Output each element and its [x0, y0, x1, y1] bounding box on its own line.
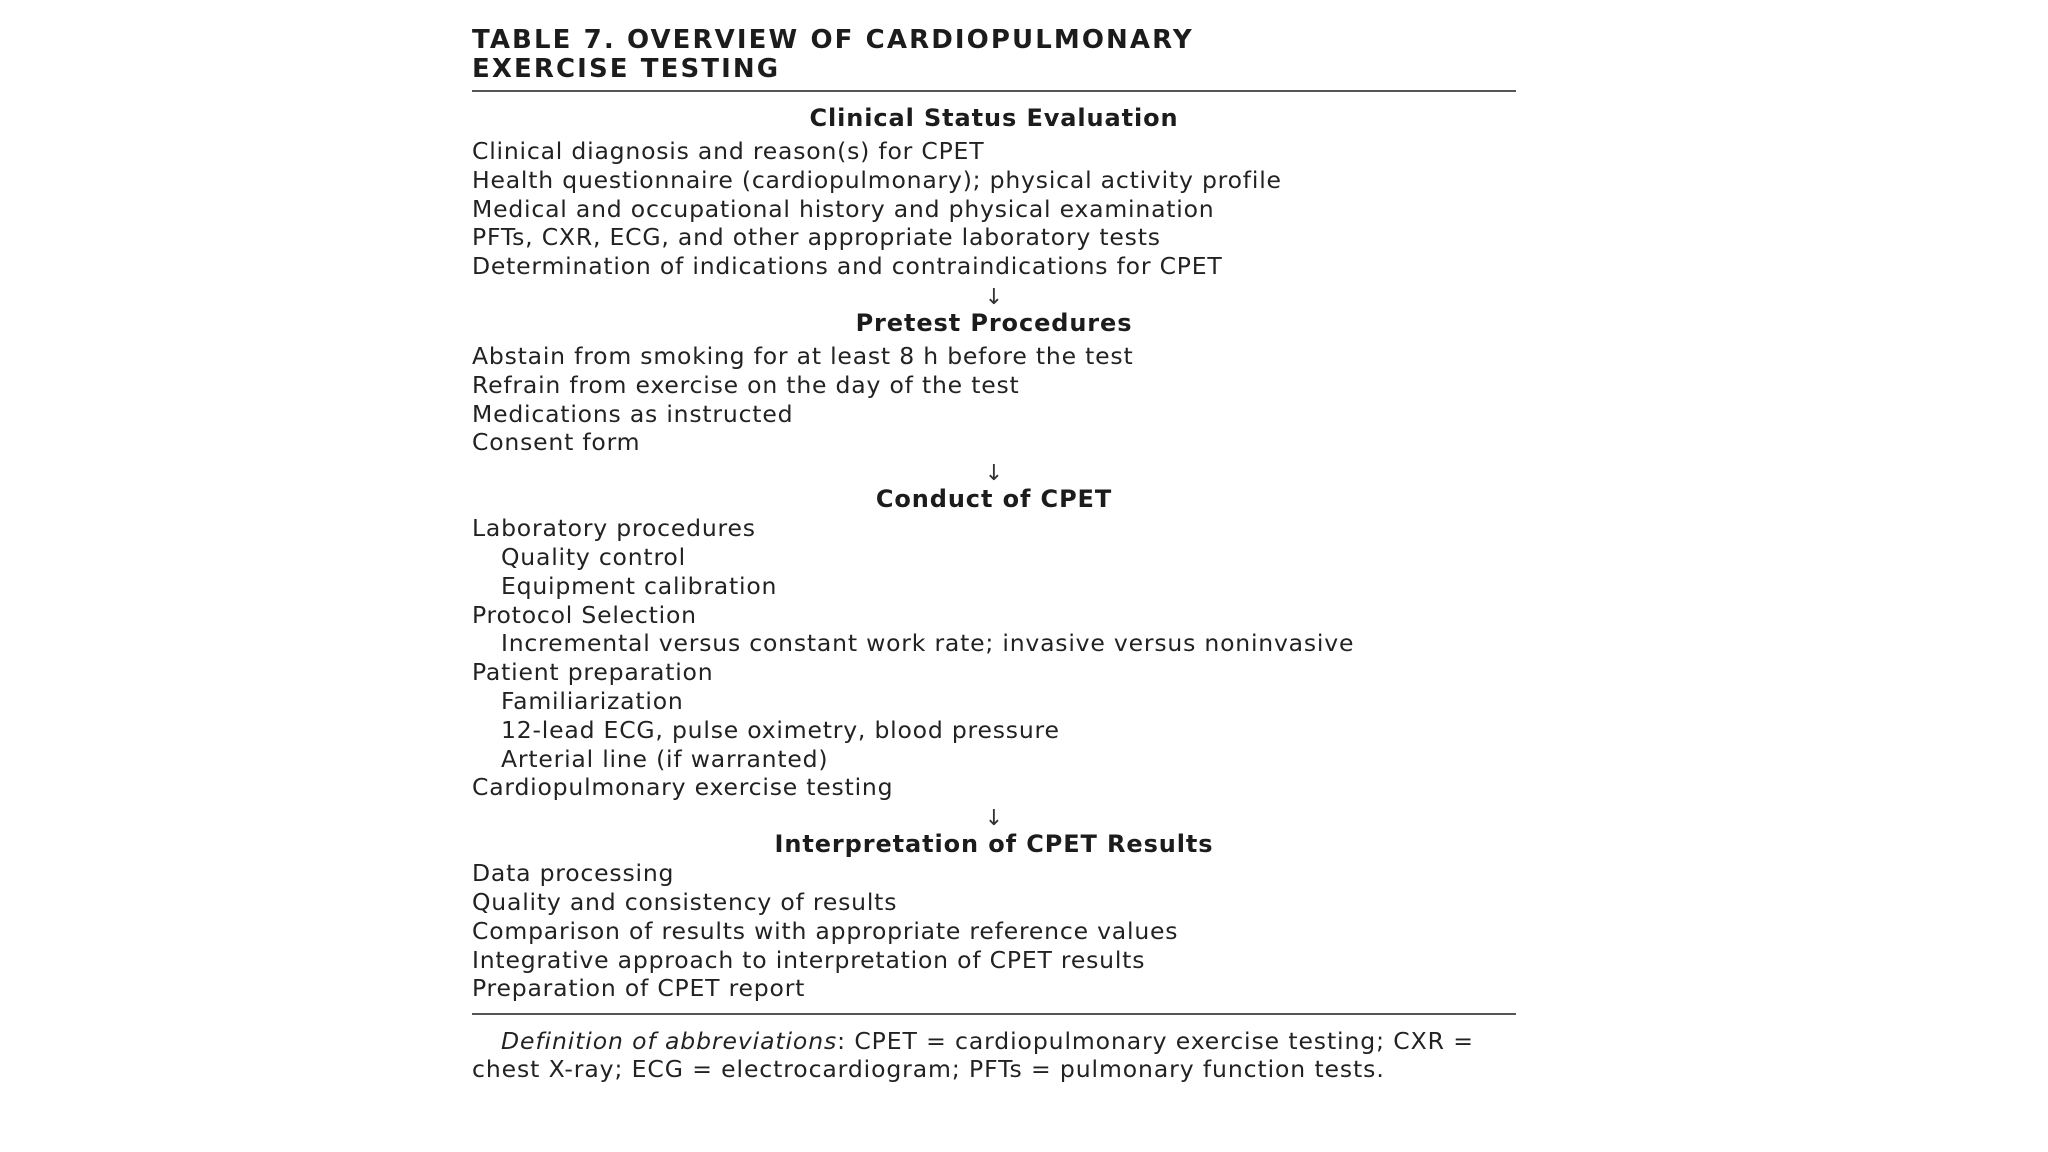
list-item: Determination of indications and contraindications for CPET [472, 252, 1223, 281]
down-arrow-icon: ↓ [984, 806, 1004, 832]
table-title-line-2: EXERCISE TESTING [472, 54, 781, 84]
list-item: Integrative approach to interpretation of CPET results [472, 945, 1146, 974]
list-item: PFTs, CXR, ECG, and other appropriate laboratory tests [472, 223, 1161, 252]
list-item: Quality and consistency of results [472, 887, 898, 916]
list-subitem: Familiarization [501, 686, 684, 715]
list-subitem: Incremental versus constant work rate; invasive versus noninvasive [501, 629, 1355, 658]
footnote-label: Definition of abbreviations [501, 1027, 838, 1056]
section-interpretation-list [472, 859, 1516, 1003]
section-clinical-status-list [472, 137, 1516, 281]
section-heading-conduct: Conduct of CPET [875, 485, 1113, 514]
table-title-line-1: TABLE 7. OVERVIEW OF CARDIOPULMONARY [472, 25, 1194, 55]
footnote-line-2: chest X-ray; ECG = electrocardiogram; PFTs = pulmonary function tests. [472, 1055, 1385, 1084]
footnote-text-1: : CPET = cardiopulmonary exercise testing; CXR = [837, 1027, 1474, 1056]
list-item: Health questionnaire (cardiopulmonary); physical activity profile [472, 165, 1282, 194]
list-subitem: Equipment calibration [501, 571, 778, 600]
list-item: Laboratory procedures [472, 514, 756, 543]
table-title [472, 26, 1516, 84]
section-pretest-list [472, 342, 1516, 457]
top-rule [472, 90, 1516, 92]
bottom-rule [472, 1013, 1516, 1015]
section-heading-interpretation: Interpretation of CPET Results [774, 830, 1214, 859]
list-item: Refrain from exercise on the day of the test [472, 370, 1020, 399]
down-arrow-icon: ↓ [984, 461, 1004, 487]
list-item: Cardiopulmonary exercise testing [472, 773, 894, 802]
list-subitem: 12-lead ECG, pulse oximetry, blood pressure [501, 715, 1060, 744]
list-subitem: Quality control [501, 542, 686, 571]
list-item: Protocol Selection [472, 600, 697, 629]
list-item: Data processing [472, 859, 675, 888]
list-item: Abstain from smoking for at least 8 h before the test [472, 341, 1134, 370]
section-heading-pretest: Pretest Procedures [855, 308, 1133, 337]
list-item: Preparation of CPET report [472, 974, 806, 1003]
footnote-line-1 [472, 1027, 1516, 1055]
list-item: Comparison of results with appropriate reference values [472, 916, 1179, 945]
list-item: Clinical diagnosis and reason(s) for CPET [472, 137, 985, 165]
list-item: Patient preparation [472, 658, 714, 687]
document-page [472, 26, 1516, 1083]
down-arrow-icon: ↓ [984, 284, 1004, 310]
list-item: Medications as instructed [472, 399, 794, 428]
section-conduct-list [472, 514, 1516, 802]
section-heading-clinical-status: Clinical Status Evaluation [809, 104, 1179, 132]
footnote [472, 1027, 1516, 1083]
list-item: Medical and occupational history and physical examination [472, 194, 1215, 223]
list-subitem: Arterial line (if warranted) [501, 744, 829, 773]
list-item: Consent form [472, 428, 641, 457]
